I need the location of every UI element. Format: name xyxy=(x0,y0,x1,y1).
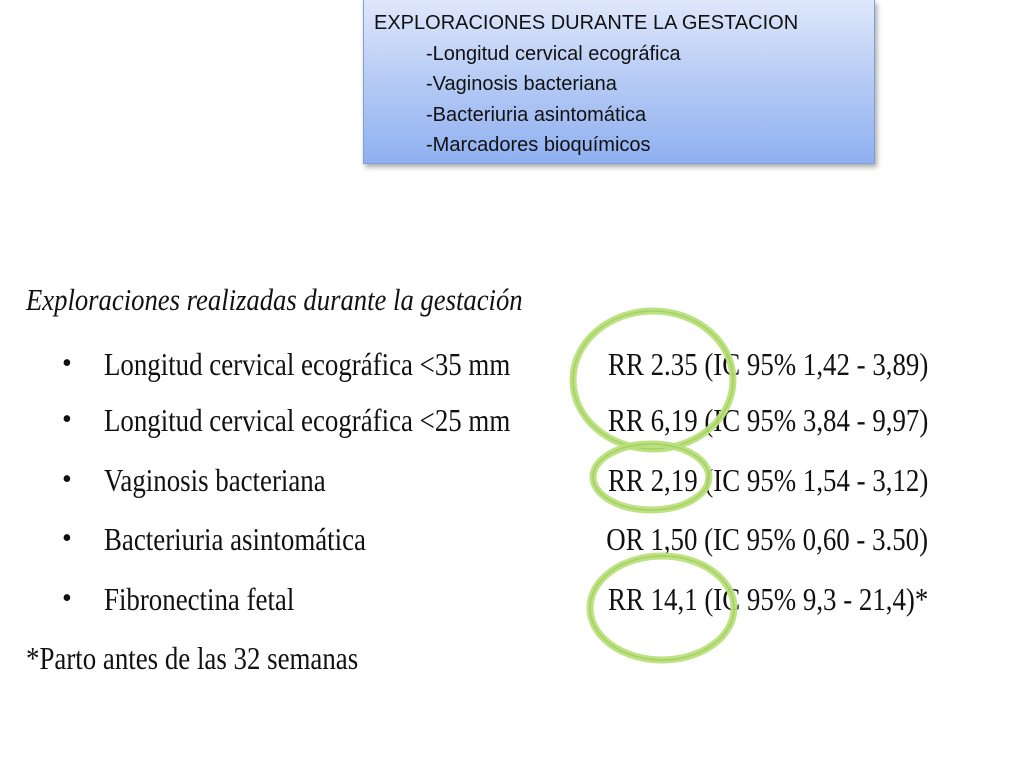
callout-item: -Marcadores bioquímicos xyxy=(426,134,651,156)
list-item-value: RR 14,1 (IC 95% 9,3 - 21,4)* xyxy=(607,581,928,617)
list-item xyxy=(0,458,1024,502)
list-item-label: Longitud cervical ecográfica <25 mm xyxy=(104,402,511,438)
callout-box xyxy=(363,0,875,164)
section-heading: Exploraciones realizadas durante la gestación xyxy=(26,282,523,317)
bullet: • xyxy=(62,404,72,435)
callout-item: -Longitud cervical ecográfica xyxy=(426,42,681,65)
list-item xyxy=(0,398,1024,442)
list-item-label: Longitud cervical ecográfica <35 mm xyxy=(104,346,511,382)
list-item-value: RR 6,19 (IC 95% 3,84 - 9,97) xyxy=(607,402,928,438)
callout-title: EXPLORACIONES DURANTE LA GESTACION xyxy=(374,12,799,34)
list-item-value: RR 2.35 (IC 95% 1,42 - 3,89) xyxy=(607,346,928,382)
callout-item: -Vaginosis bacteriana xyxy=(426,73,617,95)
list-item-label: Fibronectina fetal xyxy=(104,581,295,617)
bullet: • xyxy=(62,523,72,554)
list-item xyxy=(0,577,1024,621)
list-item-label: Vaginosis bacteriana xyxy=(104,462,326,498)
bullet: • xyxy=(62,464,72,495)
list-item-value: RR 2,19 (IC 95% 1,54 - 3,12) xyxy=(607,462,928,498)
list-item xyxy=(0,517,1024,561)
bullet: • xyxy=(62,348,72,379)
list-item-label: Bacteriuria asintomática xyxy=(104,521,366,557)
callout-item: -Bacteriuria asintomática xyxy=(426,103,647,126)
list-item xyxy=(0,342,1024,386)
footnote: *Parto antes de las 32 semanas xyxy=(26,640,359,676)
list-item-value: OR 1,50 (IC 95% 0,60 - 3.50) xyxy=(606,521,928,557)
bullet: • xyxy=(62,583,72,614)
